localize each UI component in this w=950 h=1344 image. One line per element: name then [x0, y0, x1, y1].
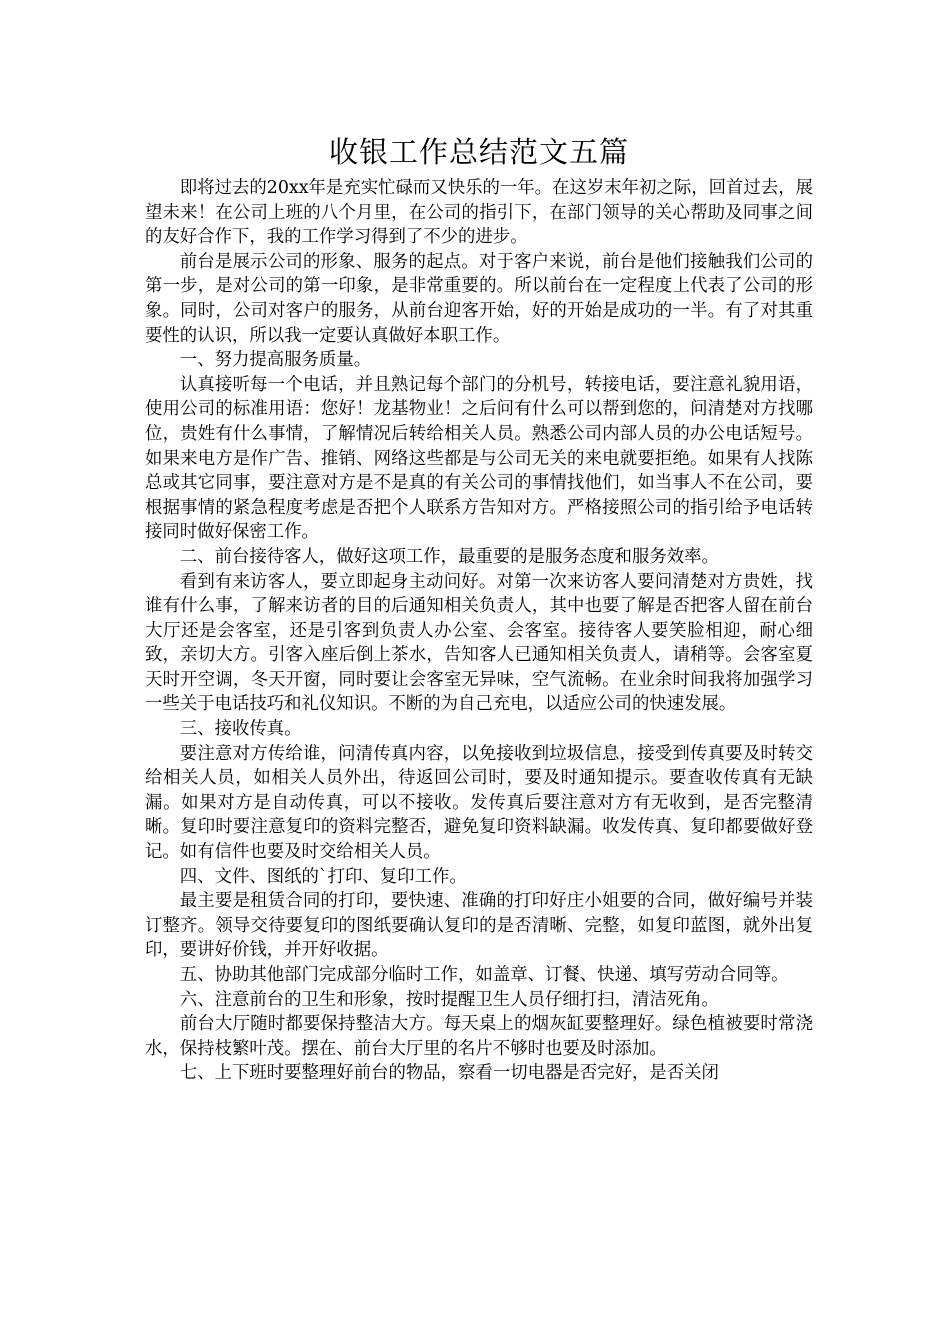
section-heading-6: 六、注意前台的卫生和形象，按时提醒卫生人员仔细打扫，清洁死角。 — [179, 989, 719, 1010]
section-heading-5: 五、协助其他部门完成部分临时工作，如盖章、订餐、快递、填写劳动合同等。 — [179, 965, 789, 985]
paragraph-printing: 最主要是租赁合同的打印，要快速、准确的打印好庄小姐要的合同，做好编号并装订整齐。领导交待要复印的图纸要确认复印的是否清晰、完整，如复印蓝图，就外出复印，要讲好价钱，并开好收据。 — [145, 891, 813, 961]
paragraph-intro: 即将过去的20xx年是充实忙碌而又快乐的一年。在这岁末年初之际，回首过去，展望未来！在公司上班的八个月里，在公司的指引下，在部门领导的关心帮助及同事之间的友好合作下，我的工作学习得到了不少的进步。 — [145, 178, 813, 248]
section-heading-3: 三、接收传真。 — [179, 719, 302, 740]
paragraph-front-desk: 前台是展示公司的形象、服务的起点。对于客户来说，前台是他们接触我们公司的第一步，是对公司的第一印象，是非常重要的。所以前台在一定程度上代表了公司的形象。同时，公司对客户的服务，从前台迎客开始，好的开始是成功的一半。有了对其重要性的认识，所以我一定要认真做好本职工作。 — [145, 251, 813, 346]
document-title: 收银工作总结范文五篇 — [328, 135, 629, 169]
paragraph-phone: 认真接听每一个电话，并且熟记每个部门的分机号，转接电话，要注意礼貌用语，使用公司的标准用语：您好！龙基物业！之后问有什么可以帮到您的，问清楚对方找哪位，贵姓有什么事情，了解情况后转给相关人员。熟悉公司内部人员的办公电话短号。如果来电方是作广告、推销、网络这些都是与公司无关的来电就要拒绝。如果有人找陈总或其它同事，要注意对方是不是真的有关公司的事情找他们，如当事人不在公司，要根据事情的紧急程度考虑是否把个人联系方告知对方。严格接照公司的指引给予电话转接同时做好保密工作。 — [145, 374, 813, 543]
document-body — [145, 176, 813, 1086]
paragraph-hygiene: 前台大厅随时都要保持整洁大方。每天桌上的烟灰缸要整理好。绿色植被要时常浇水，保持枝繁叶茂。摆在、前台大厅里的名片不够时也要及时添加。 — [145, 1014, 813, 1059]
document-page — [145, 132, 813, 1086]
paragraph-reception: 看到有来访客人，要立即起身主动问好。对第一次来访客人要问清楚对方贵姓，找谁有什么事，了解来访者的目的后通知相关负责人，其中也要了解是否把客人留在前台大厅还是会客室，还是引客到负责人办公室、会客室。接待客人要笑脸相迎，耐心细致，亲切大方。引客入座后倒上茶水，告知客人已通知相关负责人，请稍等。会客室夏天时开空调，冬天开窗，同时要让会客室无异味，空气流畅。在业余时间我将加强学习一些关于电话技巧和礼仪知识。不断的为自己充电，以适应公司的快速发展。 — [145, 571, 813, 715]
section-heading-1: 一、努力提高服务质量。 — [179, 350, 372, 371]
section-heading-4: 四、文件、图纸的`打印、复印工作。 — [179, 866, 467, 887]
section-heading-7: 七、上下班时要整理好前台的物品，察看一切电器是否完好，是否关闭 — [179, 1063, 719, 1084]
paragraph-fax: 要注意对方传给谁，问清传真内容，以免接收到垃圾信息，接受到传真要及时转交给相关人员，如相关人员外出，待返回公司时，要及时通知提示。要查收传真有无缺漏。如果对方是自动传真，可以不接收。发传真后要注意对方有无收到，是否完整清晰。复印时要注意复印的资料完整否，避免复印资料缺漏。收发传真、复印都要做好登记。如有信件也要及时交给相关人员。 — [145, 743, 813, 863]
section-heading-2: 二、前台接待客人，做好这项工作，最重要的是服务态度和服务效率。 — [179, 546, 719, 567]
